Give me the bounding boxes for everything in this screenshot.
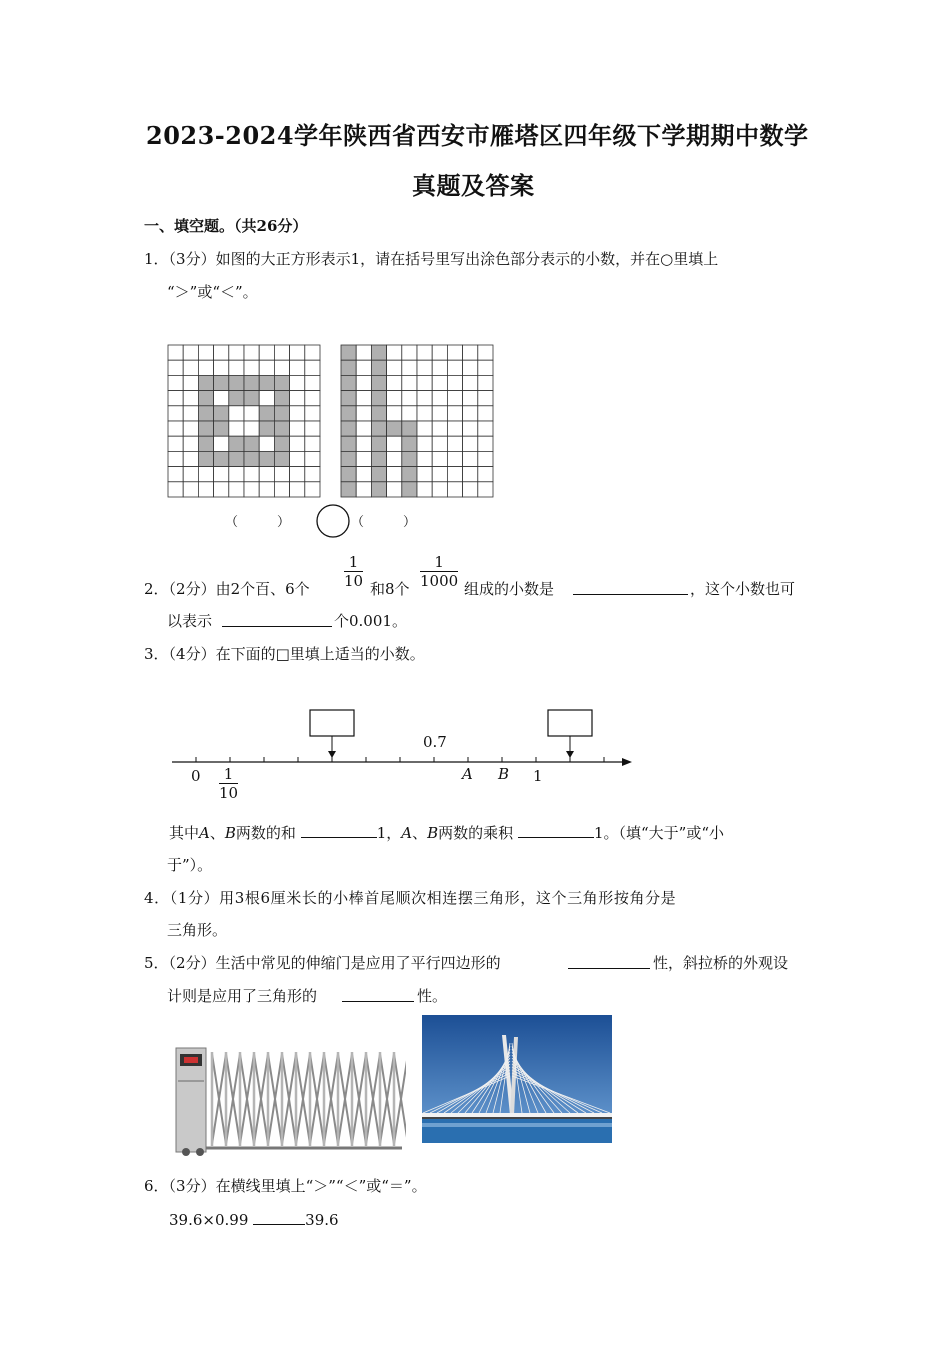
q3-A1: A <box>199 824 210 842</box>
left-grid-cell <box>244 375 259 390</box>
label-B: B <box>498 765 510 783</box>
right-grid-cell <box>387 406 402 421</box>
right-grid-cell <box>387 421 402 436</box>
right-grid <box>341 345 493 497</box>
left-grid-cell <box>290 375 305 390</box>
right-grid-cell <box>371 467 386 482</box>
q3-a4: 1， <box>376 824 402 842</box>
right-grid-cell <box>463 375 478 390</box>
right-grid-cell <box>432 406 447 421</box>
left-grid-cell <box>244 482 259 497</box>
right-grid-cell <box>341 451 356 466</box>
left-grid-cell <box>198 451 213 466</box>
right-grid-cell <box>387 467 402 482</box>
right-grid-cell <box>371 345 386 360</box>
left-grid-cell <box>244 406 259 421</box>
left-grid-cell <box>229 406 244 421</box>
q1-left-paren[interactable]: （ ） <box>225 515 291 530</box>
right-grid-cell <box>447 467 462 482</box>
left-grid-cell <box>274 406 289 421</box>
q6-blank[interactable] <box>253 1208 305 1225</box>
left-grid-cell <box>274 451 289 466</box>
right-grid-cell <box>402 391 417 406</box>
right-grid-cell <box>432 451 447 466</box>
right-grid-cell <box>432 467 447 482</box>
label-one: 1 <box>533 767 543 785</box>
right-grid-cell <box>371 421 386 436</box>
right-grid-cell <box>356 421 371 436</box>
left-grid-cell <box>305 451 320 466</box>
left-grid-cell <box>274 391 289 406</box>
q2-frac1-num: 1 <box>344 553 363 572</box>
right-grid-cell <box>417 375 432 390</box>
q2-frac2-num: 1 <box>420 553 458 572</box>
right-grid-cell <box>478 360 493 375</box>
q6-right-expr: 39.6 <box>305 1211 339 1229</box>
right-grid-cell <box>402 375 417 390</box>
left-grid-cell <box>274 436 289 451</box>
left-grid-cell <box>168 421 183 436</box>
left-grid-cell <box>274 421 289 436</box>
left-grid-cell <box>290 482 305 497</box>
left-grid-cell <box>244 467 259 482</box>
left-grid-cell <box>168 436 183 451</box>
right-grid-cell <box>341 482 356 497</box>
right-grid-cell <box>478 375 493 390</box>
q2-frac1-den: 10 <box>344 572 364 590</box>
left-grid-cell <box>168 375 183 390</box>
right-grid-cell <box>371 451 386 466</box>
left-grid-cell <box>183 391 198 406</box>
q4-line2: 三角形。 <box>167 921 228 939</box>
left-grid-cell <box>183 360 198 375</box>
right-grid-cell <box>371 482 386 497</box>
right-grid-cell <box>356 345 371 360</box>
right-grid-cell <box>341 421 356 436</box>
left-grid-cell <box>305 391 320 406</box>
left-grid-cell <box>183 482 198 497</box>
left-grid-cell <box>168 467 183 482</box>
tenth-den: 10 <box>219 784 239 802</box>
left-grid-cell <box>198 421 213 436</box>
left-grid-cell <box>259 406 274 421</box>
q2-line2a: 以表示 <box>167 612 213 630</box>
q6-left-expr: 39.6×0.99 <box>169 1211 249 1229</box>
left-grid-cell <box>229 482 244 497</box>
right-grid-cell <box>463 391 478 406</box>
right-grid-cell <box>478 482 493 497</box>
right-grid-cell <box>356 436 371 451</box>
left-grid-cell <box>259 482 274 497</box>
q2-part4: ，这个小数也可 <box>690 580 796 598</box>
left-grid-cell <box>168 360 183 375</box>
left-grid-cell <box>229 436 244 451</box>
right-grid-cell <box>356 391 371 406</box>
left-grid-cell <box>259 467 274 482</box>
q2-frac2-den: 1000 <box>420 572 459 590</box>
q2-part2: 和8个 <box>370 580 410 598</box>
q3-a1: 其中 <box>169 824 200 842</box>
left-grid-cell <box>290 451 305 466</box>
right-grid-cell <box>447 482 462 497</box>
left-grid-cell <box>198 482 213 497</box>
left-grid-cell <box>305 406 320 421</box>
left-grid-cell <box>214 345 229 360</box>
q2-fraction-tenth <box>344 553 363 590</box>
left-grid-cell <box>183 467 198 482</box>
right-grid-cell <box>356 375 371 390</box>
left-grid-cell <box>290 360 305 375</box>
left-grid-cell <box>274 467 289 482</box>
left-grid-cell <box>274 375 289 390</box>
right-grid-cell <box>402 482 417 497</box>
right-grid-cell <box>341 391 356 406</box>
right-grid-cell <box>371 436 386 451</box>
left-grid-cell <box>290 421 305 436</box>
left-grid-cell <box>229 360 244 375</box>
q2-fraction-thousandth <box>420 553 458 590</box>
left-grid-cell <box>198 345 213 360</box>
left-grid-cell <box>183 436 198 451</box>
left-grid-cell <box>214 482 229 497</box>
q3-blank-sum[interactable] <box>301 821 377 838</box>
right-grid-cell <box>478 406 493 421</box>
left-grid-cell <box>290 391 305 406</box>
right-grid-cell <box>478 436 493 451</box>
right-grid-cell <box>478 451 493 466</box>
left-grid-cell <box>183 451 198 466</box>
q4-line1: 4．（1分）用3根6厘米长的小棒首尾顺次相连摆三角形，这个三角形按角分是 <box>144 889 677 907</box>
left-grid-cell <box>214 467 229 482</box>
right-grid-cell <box>432 375 447 390</box>
right-grid-cell <box>387 391 402 406</box>
right-grid-cell <box>478 421 493 436</box>
left-grid-cell <box>244 345 259 360</box>
left-grid-cell <box>198 360 213 375</box>
q1-figure <box>160 335 510 545</box>
right-grid-cell <box>447 421 462 436</box>
right-grid-cell <box>432 391 447 406</box>
right-grid-cell <box>478 345 493 360</box>
left-grid-cell <box>244 436 259 451</box>
left-grid-cell <box>305 360 320 375</box>
left-grid-cell <box>214 360 229 375</box>
left-grid-cell <box>214 436 229 451</box>
q2-blank1[interactable] <box>573 578 688 595</box>
right-grid-cell <box>356 406 371 421</box>
right-grid-cell <box>463 360 478 375</box>
q3-line1: 3．（4分）在下面的□里填上适当的小数。 <box>144 645 425 663</box>
left-grid-cell <box>229 451 244 466</box>
right-grid-cell <box>371 391 386 406</box>
right-grid-cell <box>387 375 402 390</box>
left-grid-cell <box>183 406 198 421</box>
left-grid-cell <box>168 451 183 466</box>
q5-line2b: 性。 <box>417 987 448 1005</box>
section-heading: 一、填空题。（共26分） <box>144 217 308 235</box>
left-grid-cell <box>274 345 289 360</box>
right-grid-cell <box>387 436 402 451</box>
left-grid-cell <box>290 467 305 482</box>
q3-a2: 、 <box>209 824 225 842</box>
label-one-tenth <box>219 765 238 802</box>
left-grid-cell <box>198 391 213 406</box>
right-grid-cell <box>447 375 462 390</box>
left-grid-cell <box>259 375 274 390</box>
right-grid-cell <box>417 345 432 360</box>
right-grid-cell <box>417 421 432 436</box>
right-grid-cell <box>432 421 447 436</box>
left-grid-cell <box>198 467 213 482</box>
left-grid-cell <box>183 345 198 360</box>
left-grid-cell <box>244 391 259 406</box>
q3-a5: 两数的乘积 <box>438 824 514 842</box>
q1-line1: 1．（3分）如图的大正方形表示1，请在括号里写出涂色部分表示的小数，并在○里填上 <box>144 250 719 268</box>
left-grid-cell <box>244 421 259 436</box>
right-grid-cell <box>402 406 417 421</box>
answer-box-1[interactable] <box>310 710 354 736</box>
right-grid-cell <box>417 451 432 466</box>
left-grid-cell <box>168 345 183 360</box>
left-grid-cell <box>290 406 305 421</box>
answer-box-2[interactable] <box>548 710 592 736</box>
q3-B1: B <box>224 824 236 842</box>
q1-right-paren[interactable]: （ ） <box>351 515 417 530</box>
label-zero: 0 <box>191 767 201 785</box>
right-grid-cell <box>463 482 478 497</box>
q3-B2: B <box>427 824 439 842</box>
left-grid-cell <box>214 451 229 466</box>
right-grid-cell <box>447 345 462 360</box>
left-grid-cell <box>229 421 244 436</box>
right-grid-cell <box>463 467 478 482</box>
right-grid-cell <box>356 482 371 497</box>
right-grid-cell <box>432 436 447 451</box>
left-grid-cell <box>214 406 229 421</box>
q3-a3: 两数的和 <box>235 824 296 842</box>
q6-line1: 6．（3分）在横线里填上“＞”“＜”或“＝”。 <box>144 1177 427 1195</box>
left-grid-cell <box>198 436 213 451</box>
q5-blank2[interactable] <box>342 985 414 1002</box>
right-grid-cell <box>402 467 417 482</box>
right-grid-cell <box>417 406 432 421</box>
cable-bridge-image <box>422 1015 612 1143</box>
left-grid-cell <box>168 482 183 497</box>
left-grid-cell <box>305 375 320 390</box>
q1-line2: “＞”或“＜”。 <box>167 283 258 301</box>
right-grid-cell <box>417 360 432 375</box>
left-grid-cell <box>214 375 229 390</box>
q5-line1a: 5．（2分）生活中常见的伸缩门是应用了平行四边形的 <box>144 954 501 972</box>
left-grid-cell <box>168 391 183 406</box>
left-grid <box>168 345 320 497</box>
page-title: 2023-2024学年陕西省西安市雁塔区四年级下学期期中数学 <box>146 121 809 150</box>
left-grid-cell <box>290 345 305 360</box>
left-grid-cell <box>274 482 289 497</box>
q2-blank2[interactable] <box>222 610 332 627</box>
q3-blank-product[interactable] <box>518 821 594 838</box>
left-grid-cell <box>259 451 274 466</box>
right-grid-cell <box>371 360 386 375</box>
left-grid-cell <box>305 436 320 451</box>
left-grid-cell <box>229 345 244 360</box>
q3-answer-line <box>169 821 724 843</box>
left-grid-cell <box>259 345 274 360</box>
right-grid-cell <box>447 360 462 375</box>
right-grid-cell <box>432 345 447 360</box>
q3-A2: A <box>401 824 413 842</box>
right-grid-cell <box>447 391 462 406</box>
left-grid-cell <box>305 421 320 436</box>
left-grid-cell <box>244 451 259 466</box>
right-grid-cell <box>356 360 371 375</box>
left-grid-cell <box>183 421 198 436</box>
right-grid-cell <box>341 375 356 390</box>
right-grid-cell <box>447 451 462 466</box>
right-grid-cell <box>387 360 402 375</box>
left-grid-cell <box>305 467 320 482</box>
left-grid-cell <box>259 436 274 451</box>
q3-a6: 1。（填“大于”或“小 <box>593 824 724 842</box>
label-0-7: 0.7 <box>423 733 447 751</box>
left-grid-cell <box>259 421 274 436</box>
right-grid-cell <box>341 436 356 451</box>
left-grid-cell <box>274 360 289 375</box>
label-A: A <box>462 765 473 783</box>
right-grid-cell <box>417 391 432 406</box>
left-grid-cell <box>229 375 244 390</box>
right-grid-cell <box>402 345 417 360</box>
right-grid-cell <box>402 451 417 466</box>
left-grid-cell <box>229 467 244 482</box>
q5-line2a: 计则是应用了三角形的 <box>167 987 318 1005</box>
right-grid-cell <box>463 436 478 451</box>
right-grid-cell <box>402 421 417 436</box>
axis-arrow <box>622 758 632 766</box>
left-grid-cell <box>305 345 320 360</box>
right-grid-cell <box>371 375 386 390</box>
left-grid-cell <box>305 482 320 497</box>
right-grid-cell <box>387 345 402 360</box>
q2-part1: 2．（2分）由2个百、6个 <box>144 580 310 598</box>
q2-line2b: 个0.001。 <box>334 612 407 630</box>
left-grid-cell <box>198 375 213 390</box>
left-grid-cell <box>183 375 198 390</box>
right-grid-cell <box>463 345 478 360</box>
tenth-num: 1 <box>219 765 238 784</box>
right-grid-cell <box>417 482 432 497</box>
left-grid-cell <box>214 391 229 406</box>
right-grid-cell <box>447 406 462 421</box>
left-grid-cell <box>259 391 274 406</box>
q5-line1b: 性，斜拉桥的外观设 <box>653 954 789 972</box>
left-grid-cell <box>259 360 274 375</box>
left-grid-cell <box>244 360 259 375</box>
right-grid-cell <box>402 360 417 375</box>
right-grid-cell <box>387 482 402 497</box>
right-grid-cell <box>478 467 493 482</box>
right-grid-cell <box>371 406 386 421</box>
right-grid-cell <box>341 345 356 360</box>
q2-part3: 组成的小数是 <box>464 580 555 598</box>
retractable-gate-image <box>168 1040 406 1158</box>
left-grid-cell <box>168 406 183 421</box>
right-grid-cell <box>417 467 432 482</box>
right-grid-cell <box>356 467 371 482</box>
left-grid-cell <box>198 406 213 421</box>
right-grid-cell <box>463 421 478 436</box>
number-line <box>160 700 650 820</box>
q3-line-b: 于”）。 <box>167 856 213 874</box>
right-grid-cell <box>463 451 478 466</box>
right-grid-cell <box>341 360 356 375</box>
q6-expr <box>169 1208 339 1229</box>
left-grid-cell <box>290 436 305 451</box>
page-subtitle: 真题及答案 <box>412 171 535 200</box>
right-grid-cell <box>447 436 462 451</box>
right-grid-cell <box>478 391 493 406</box>
left-grid-cell <box>214 421 229 436</box>
right-grid-cell <box>387 451 402 466</box>
right-grid-cell <box>341 406 356 421</box>
q5-blank1[interactable] <box>568 952 650 969</box>
right-grid-cell <box>432 360 447 375</box>
right-grid-cell <box>341 467 356 482</box>
right-grid-cell <box>402 436 417 451</box>
pointer-arrow <box>328 751 336 758</box>
right-grid-cell <box>417 436 432 451</box>
q3-a2b: 、 <box>412 824 428 842</box>
right-grid-cell <box>432 482 447 497</box>
compare-circle[interactable] <box>317 505 349 537</box>
left-grid-cell <box>229 391 244 406</box>
right-grid-cell <box>463 406 478 421</box>
right-grid-cell <box>356 451 371 466</box>
pointer-arrow <box>566 751 574 758</box>
